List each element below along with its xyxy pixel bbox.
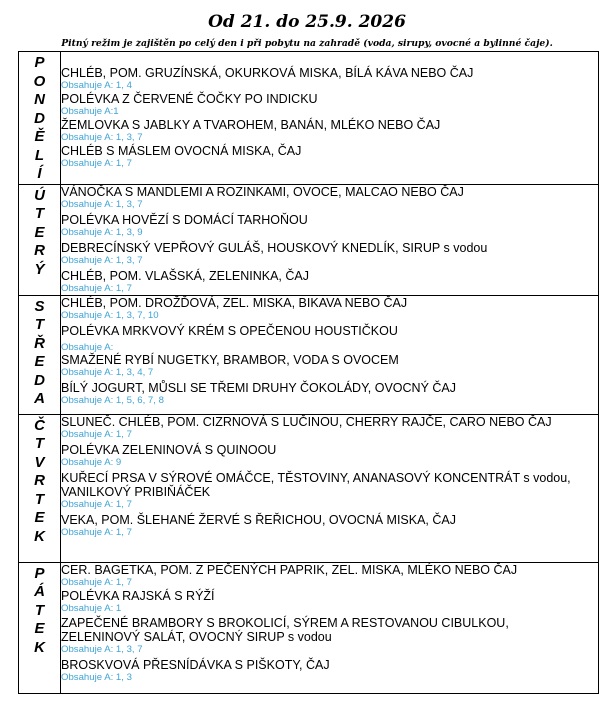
day-letter: L [34, 146, 45, 164]
day-letter: K [34, 638, 45, 656]
allergen-info: Obsahuje A: 1, 3, 7 [61, 198, 143, 210]
day-letter: S [34, 297, 45, 315]
meal-item: CHLÉB S MÁSLEM OVOCNÁ MISKA, ČAJ [61, 144, 302, 158]
day-letter: P [34, 54, 45, 71]
allergen-info: Obsahuje A: 1, 7 [61, 498, 132, 510]
day-row-thursday [19, 414, 599, 562]
allergen-info: Obsahuje A: 1, 5, 6, 7, 8 [61, 394, 164, 406]
day-label-wednesday [19, 295, 61, 414]
day-letter: O [33, 72, 46, 90]
drinking-regime-note: Pitný režim je zajištěn po celý den i při pobytu na zahradě (voda, sirupy, ovocné a bylinné čaje). [61, 38, 553, 49]
day-letter: D [34, 109, 45, 127]
meals-tuesday [61, 184, 599, 295]
meal-item: POLÉVKA ZELENINOVÁ S QUINOOU [61, 442, 277, 457]
day-letter: A [34, 390, 45, 407]
meal-item: CHLÉB, POM. DROŽĎOVÁ, ZEL. MISKA, BIKAVA NEBO ČAJ [61, 295, 408, 310]
day-letter: E [34, 223, 45, 241]
meal-item: VEKA, POM. ŠLEHANÉ ŽERVÉ S ŘEŘICHOU, OVOCNÁ MISKA, ČAJ [61, 512, 456, 527]
day-letter: Ý [34, 260, 45, 278]
day-letter: T [34, 316, 45, 333]
day-letter: Í [37, 165, 42, 182]
meals-friday [61, 562, 599, 693]
day-letter: R [34, 472, 45, 489]
meals-thursday [61, 414, 599, 562]
day-letter: N [34, 91, 45, 108]
allergen-info: Obsahuje A: 1, 3, 9 [61, 226, 143, 238]
allergen-info: Obsahuje A: 1, 3, 7 [61, 132, 143, 143]
day-label-friday [19, 562, 61, 693]
day-label-thursday [19, 414, 61, 562]
day-letter: E [34, 353, 45, 370]
day-letter: Ú [34, 186, 45, 204]
meal-item: SMAŽENÉ RYBÍ NUGETKY, BRAMBOR, VODA S OVOCEM [61, 352, 399, 367]
meal-item: CHLÉB, POM. GRUZÍNSKÁ, OKURKOVÁ MISKA, BÍLÁ KÁVA NEBO ČAJ [61, 66, 474, 80]
meal-item: CHLÉB, POM. VLAŠSKÁ, ZELENINKA, ČAJ [61, 268, 309, 283]
day-letter: R [34, 242, 45, 259]
meal-item: POLÉVKA Z ČERVENÉ ČOČKY PO INDICKU [61, 92, 318, 106]
day-label-monday [19, 52, 61, 185]
meal-item: CER. BAGETKA, POM. Z PEČENÝCH PAPRIK, ZEL. MISKA, MLÉKO NEBO ČAJ [61, 562, 518, 577]
meal-item: POLÉVKA MRKVOVÝ KRÉM S OPEČENOU HOUSTIČKOU [61, 323, 398, 338]
day-label-tuesday [19, 184, 61, 295]
day-letter: P [34, 564, 45, 582]
allergen-info: Obsahuje A: 1, 3, 7 [61, 254, 143, 266]
day-row-wednesday [19, 295, 599, 414]
allergen-info: Obsahuje A: 1, 4 [61, 80, 132, 91]
allergen-info: Obsahuje A: 1, 7 [61, 526, 132, 538]
day-letter: T [34, 205, 45, 222]
day-row-monday [19, 52, 599, 185]
meals-wednesday [61, 295, 599, 414]
meal-item: POLÉVKA RAJSKÁ S RÝŽÍ [61, 588, 215, 603]
allergen-info: Obsahuje A: 1, 7 [61, 282, 132, 294]
allergen-info: Obsahuje A:1 [61, 106, 119, 117]
day-letter: E [34, 620, 45, 637]
day-letter: T [34, 601, 45, 619]
meal-item: ŽEMLOVKA S JABLKY A TVAROHEM, BANÁN, MLÉKO NEBO ČAJ [61, 118, 441, 132]
weekly-menu-table [18, 51, 599, 694]
meal-item: KUŘECÍ PRSA V SÝROVÉ OMÁČCE, TĚSTOVINY, ANANASOVÝ KONCENTRÁT s vodou, VANILKOVÝ PRIBIŇÁČEK [61, 470, 571, 499]
allergen-info: Obsahuje A: 9 [61, 456, 122, 468]
day-letter: Ř [34, 334, 45, 352]
allergen-info: Obsahuje A: 1, 3, 4, 7 [61, 366, 154, 378]
day-letter: Č [34, 416, 45, 434]
allergen-info: Obsahuje A: [61, 341, 114, 353]
day-letter: E [34, 509, 45, 526]
allergen-info: Obsahuje A: 1 [61, 602, 122, 614]
day-letter: T [34, 435, 45, 452]
page-title: Od 21. do 25.9. 2026 [208, 12, 406, 32]
meal-item: DEBRECÍNSKÝ VEPŘOVÝ GULÁŠ, HOUSKOVÝ KNEDLÍK, SIRUP s vodou [61, 240, 488, 255]
meal-item: ZAPEČENÉ BRAMBORY S BROKOLICÍ, SÝREM A RESTOVANOU CIBULKOU, ZELENINOVÝ SALÁT, OVOCNÝ SIRUP s vodou [61, 615, 509, 644]
meal-item: BROSKVOVÁ PŘESNÍDÁVKA S PIŠKOTY, ČAJ [61, 657, 330, 672]
allergen-info: Obsahuje A: 1, 3, 7, 10 [61, 309, 159, 321]
day-letter: K [34, 527, 45, 545]
meal-item: SLUNEČ. CHLÉB, POM. CIZRNOVÁ S LUČINOU, CHERRY RAJČE, CARO NEBO ČAJ [61, 414, 552, 429]
allergen-info: Obsahuje A: 1, 3 [61, 671, 132, 683]
day-letter: V [34, 453, 45, 471]
allergen-info: Obsahuje A: 1, 7 [61, 576, 132, 588]
day-letter: Á [34, 583, 45, 600]
meal-item: POLÉVKA HOVĚZÍ S DOMÁCÍ TARHOŇOU [61, 212, 308, 227]
meal-item: BÍLÝ JOGURT, MŮSLI SE TŘEMI DRUHY ČOKOLÁDY, OVOCNÝ ČAJ [61, 380, 457, 395]
day-letter: Ě [34, 128, 45, 145]
meal-item: VÁNOČKA S MANDLEMI A ROZINKAMI, OVOCE, MALCAO NEBO ČAJ [61, 184, 464, 199]
allergen-info: Obsahuje A: 1, 7 [61, 428, 132, 440]
day-letter: D [34, 371, 45, 389]
meals-monday [61, 52, 599, 185]
day-row-friday [19, 562, 599, 693]
allergen-info: Obsahuje A: 1, 3, 7 [61, 643, 143, 655]
day-letter: T [34, 490, 45, 508]
allergen-info: Obsahuje A: 1, 7 [61, 158, 132, 169]
day-row-tuesday [19, 184, 599, 295]
